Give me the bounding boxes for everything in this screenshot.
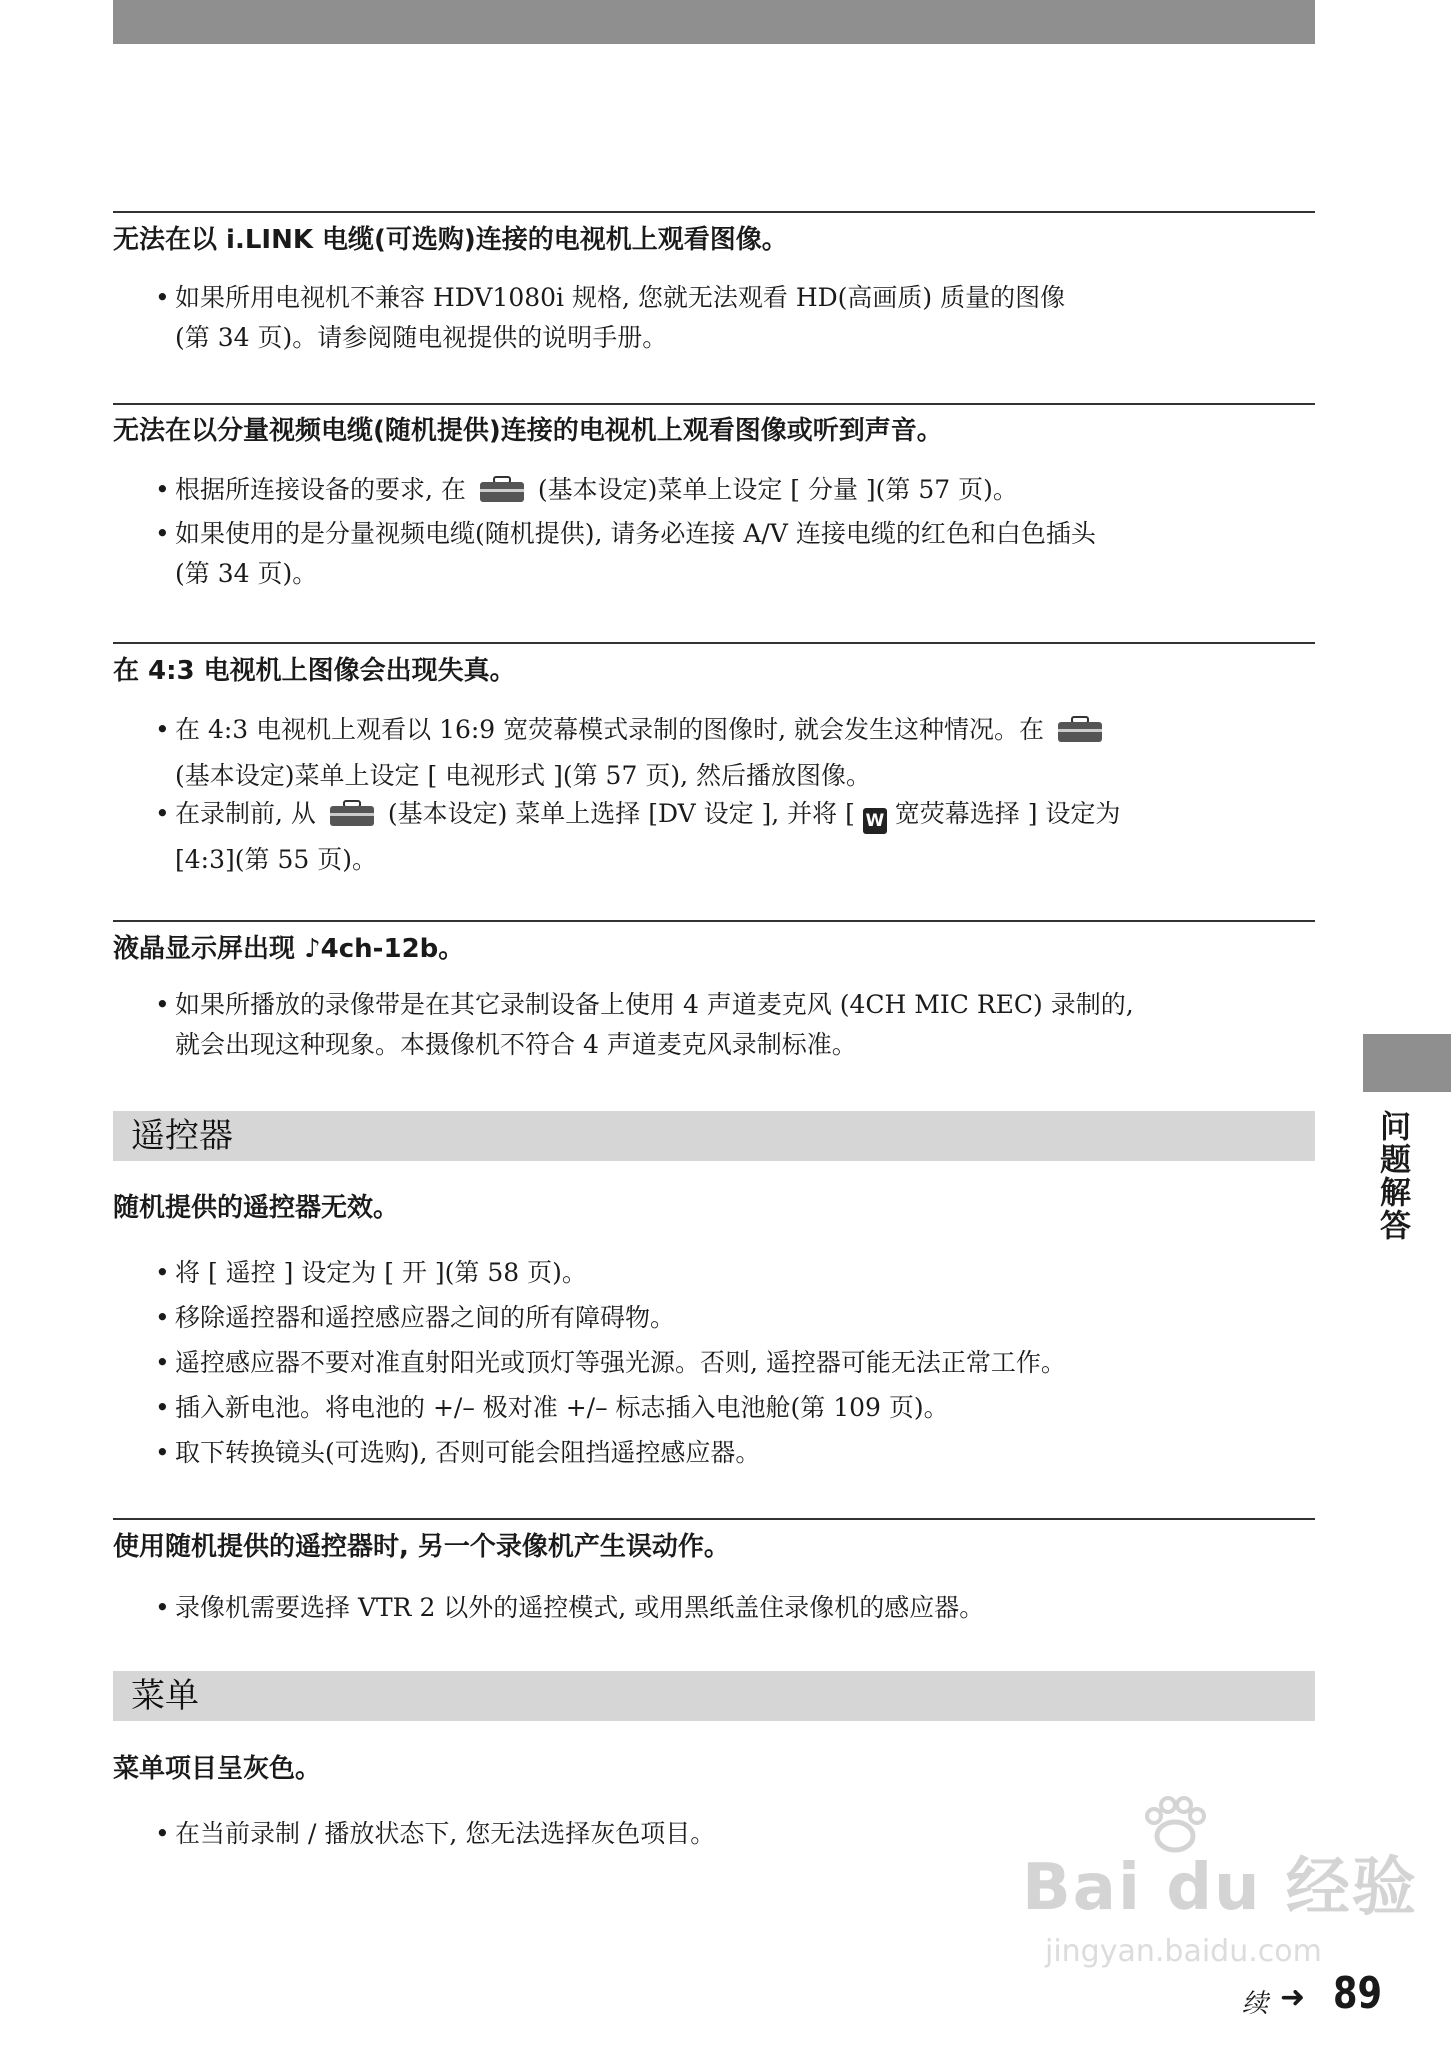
question-heading: 无法在以分量视频电缆(随机提供)连接的电视机上观看图像或听到声音。 [113,416,943,446]
answer-item [155,278,1315,358]
toolbox-icon [478,476,526,516]
bullet: • [155,475,170,504]
divider [113,920,1315,922]
toolbox-icon [1056,716,1104,756]
answer-line: (基本设定)菜单上设定 [ 电视形式 ](第 57 页), 然后播放图像。 [175,761,871,790]
bullet: • [155,799,170,828]
answer-text: 根据所连接设备的要求, 在 [175,475,466,504]
page-number: 89 [1333,1968,1382,2019]
answer-line: (第 34 页)。请参阅随电视提供的说明手册。 [175,323,668,352]
answer-item [155,1388,1315,1428]
question-heading: 在 4:3 电视机上图像会出现失真。 [113,656,516,686]
bullet: • [155,1348,170,1377]
bullet: • [155,1819,170,1848]
answer-text: 插入新电池。将电池的 +/– 极对准 +/– 标志插入电池舱(第 109 页)。 [175,1393,949,1422]
bullet: • [155,1258,170,1287]
answer-item [155,985,1315,1065]
bullet: • [155,1438,170,1467]
section-title: 菜单 [131,1676,199,1716]
answer-line: (第 34 页)。 [175,559,318,588]
bullet: • [155,283,170,312]
side-tab [1363,1034,1451,1092]
answer-text: 录像机需要选择 VTR 2 以外的遥控模式, 或用黑纸盖住录像机的感应器。 [175,1593,985,1622]
continued-label: 续 [1242,1989,1269,2019]
watermark-text: Bai du 经验 [1022,1851,1418,1925]
bullet: • [155,1593,170,1622]
answer-item [155,1343,1315,1383]
bullet: • [155,1303,170,1332]
answer-item [155,1433,1315,1473]
answer-text: (基本设定)菜单上设定 [ 分量 ](第 57 页)。 [537,475,1018,504]
side-tab-label: 问题解答 [1374,1110,1410,1242]
bullet: • [155,715,170,744]
answer-text: 取下转换镜头(可选购), 否则可能会阻挡遥控感应器。 [175,1438,761,1467]
answer-item [155,1588,1315,1628]
answer-text: 在录制前, 从 [175,799,316,828]
answer-text: 遥控感应器不要对准直射阳光或顶灯等强光源。否则, 遥控器可能无法正常工作。 [175,1348,1066,1377]
section-title: 遥控器 [131,1116,233,1156]
answer-line: [4:3](第 55 页)。 [175,845,377,874]
answer-line: 如果使用的是分量视频电缆(随机提供), 请务必连接 A/V 连接电缆的红色和白色插头 [175,519,1096,548]
section-header-remote [113,1111,1315,1161]
audio-indicator-icon: ♪4ch-12b [304,934,439,964]
answer-text: 宽荧幕选择 ] 设定为 [894,799,1121,828]
watermark-url: jingyan.baidu.com [1045,1934,1322,1969]
question-heading: 无法在以 i.LINK 电缆(可选购)连接的电视机上观看图像。 [113,225,788,255]
divider [113,1518,1315,1520]
answer-line: 就会出现这种现象。本摄像机不符合 4 声道麦克风录制标准。 [175,1030,857,1059]
question-heading: 使用随机提供的遥控器时, 另一个录像机产生误动作。 [113,1532,730,1562]
answer-text: 移除遥控器和遥控感应器之间的所有障碍物。 [175,1303,676,1332]
answer-item [155,794,1315,880]
header-bar [113,0,1315,44]
divider [113,642,1315,644]
question-text: 液晶显示屏出现 [113,934,296,964]
answer-text: 在当前录制 / 播放状态下, 您无法选择灰色项目。 [175,1819,716,1848]
bullet: • [155,519,170,548]
answer-line: 如果所播放的录像带是在其它录制设备上使用 4 声道麦克风 (4CH MIC REC) 录制的, [175,990,1134,1019]
answer-line: 如果所用电视机不兼容 HDV1080i 规格, 您就无法观看 HD(高画质) 质量的图像 [175,283,1066,312]
answer-item [155,514,1315,594]
widescreen-icon: W [863,808,887,834]
question-heading: 随机提供的遥控器无效。 [113,1193,400,1223]
question-heading [113,932,464,966]
divider [113,211,1315,213]
answer-item [155,1298,1315,1338]
answer-item [155,710,1315,796]
section-header-menu [113,1671,1315,1721]
answer-text: 在 4:3 电视机上观看以 16:9 宽荧幕模式录制的图像时, 就会发生这种情况。在 [175,715,1045,744]
answer-item [155,1253,1315,1293]
bullet: • [155,990,170,1019]
bullet: • [155,1393,170,1422]
toolbox-icon [328,800,376,840]
question-text: 。 [438,934,465,964]
question-heading: 菜单项目呈灰色。 [113,1754,322,1784]
arrow-right-icon: ➜ [1280,1980,1306,2015]
answer-item [155,470,1315,516]
answer-text: 将 [ 遥控 ] 设定为 [ 开 ](第 58 页)。 [175,1258,587,1287]
answer-text: (基本设定) 菜单上选择 [DV 设定 ], 并将 [ [387,799,855,828]
divider [113,403,1315,405]
